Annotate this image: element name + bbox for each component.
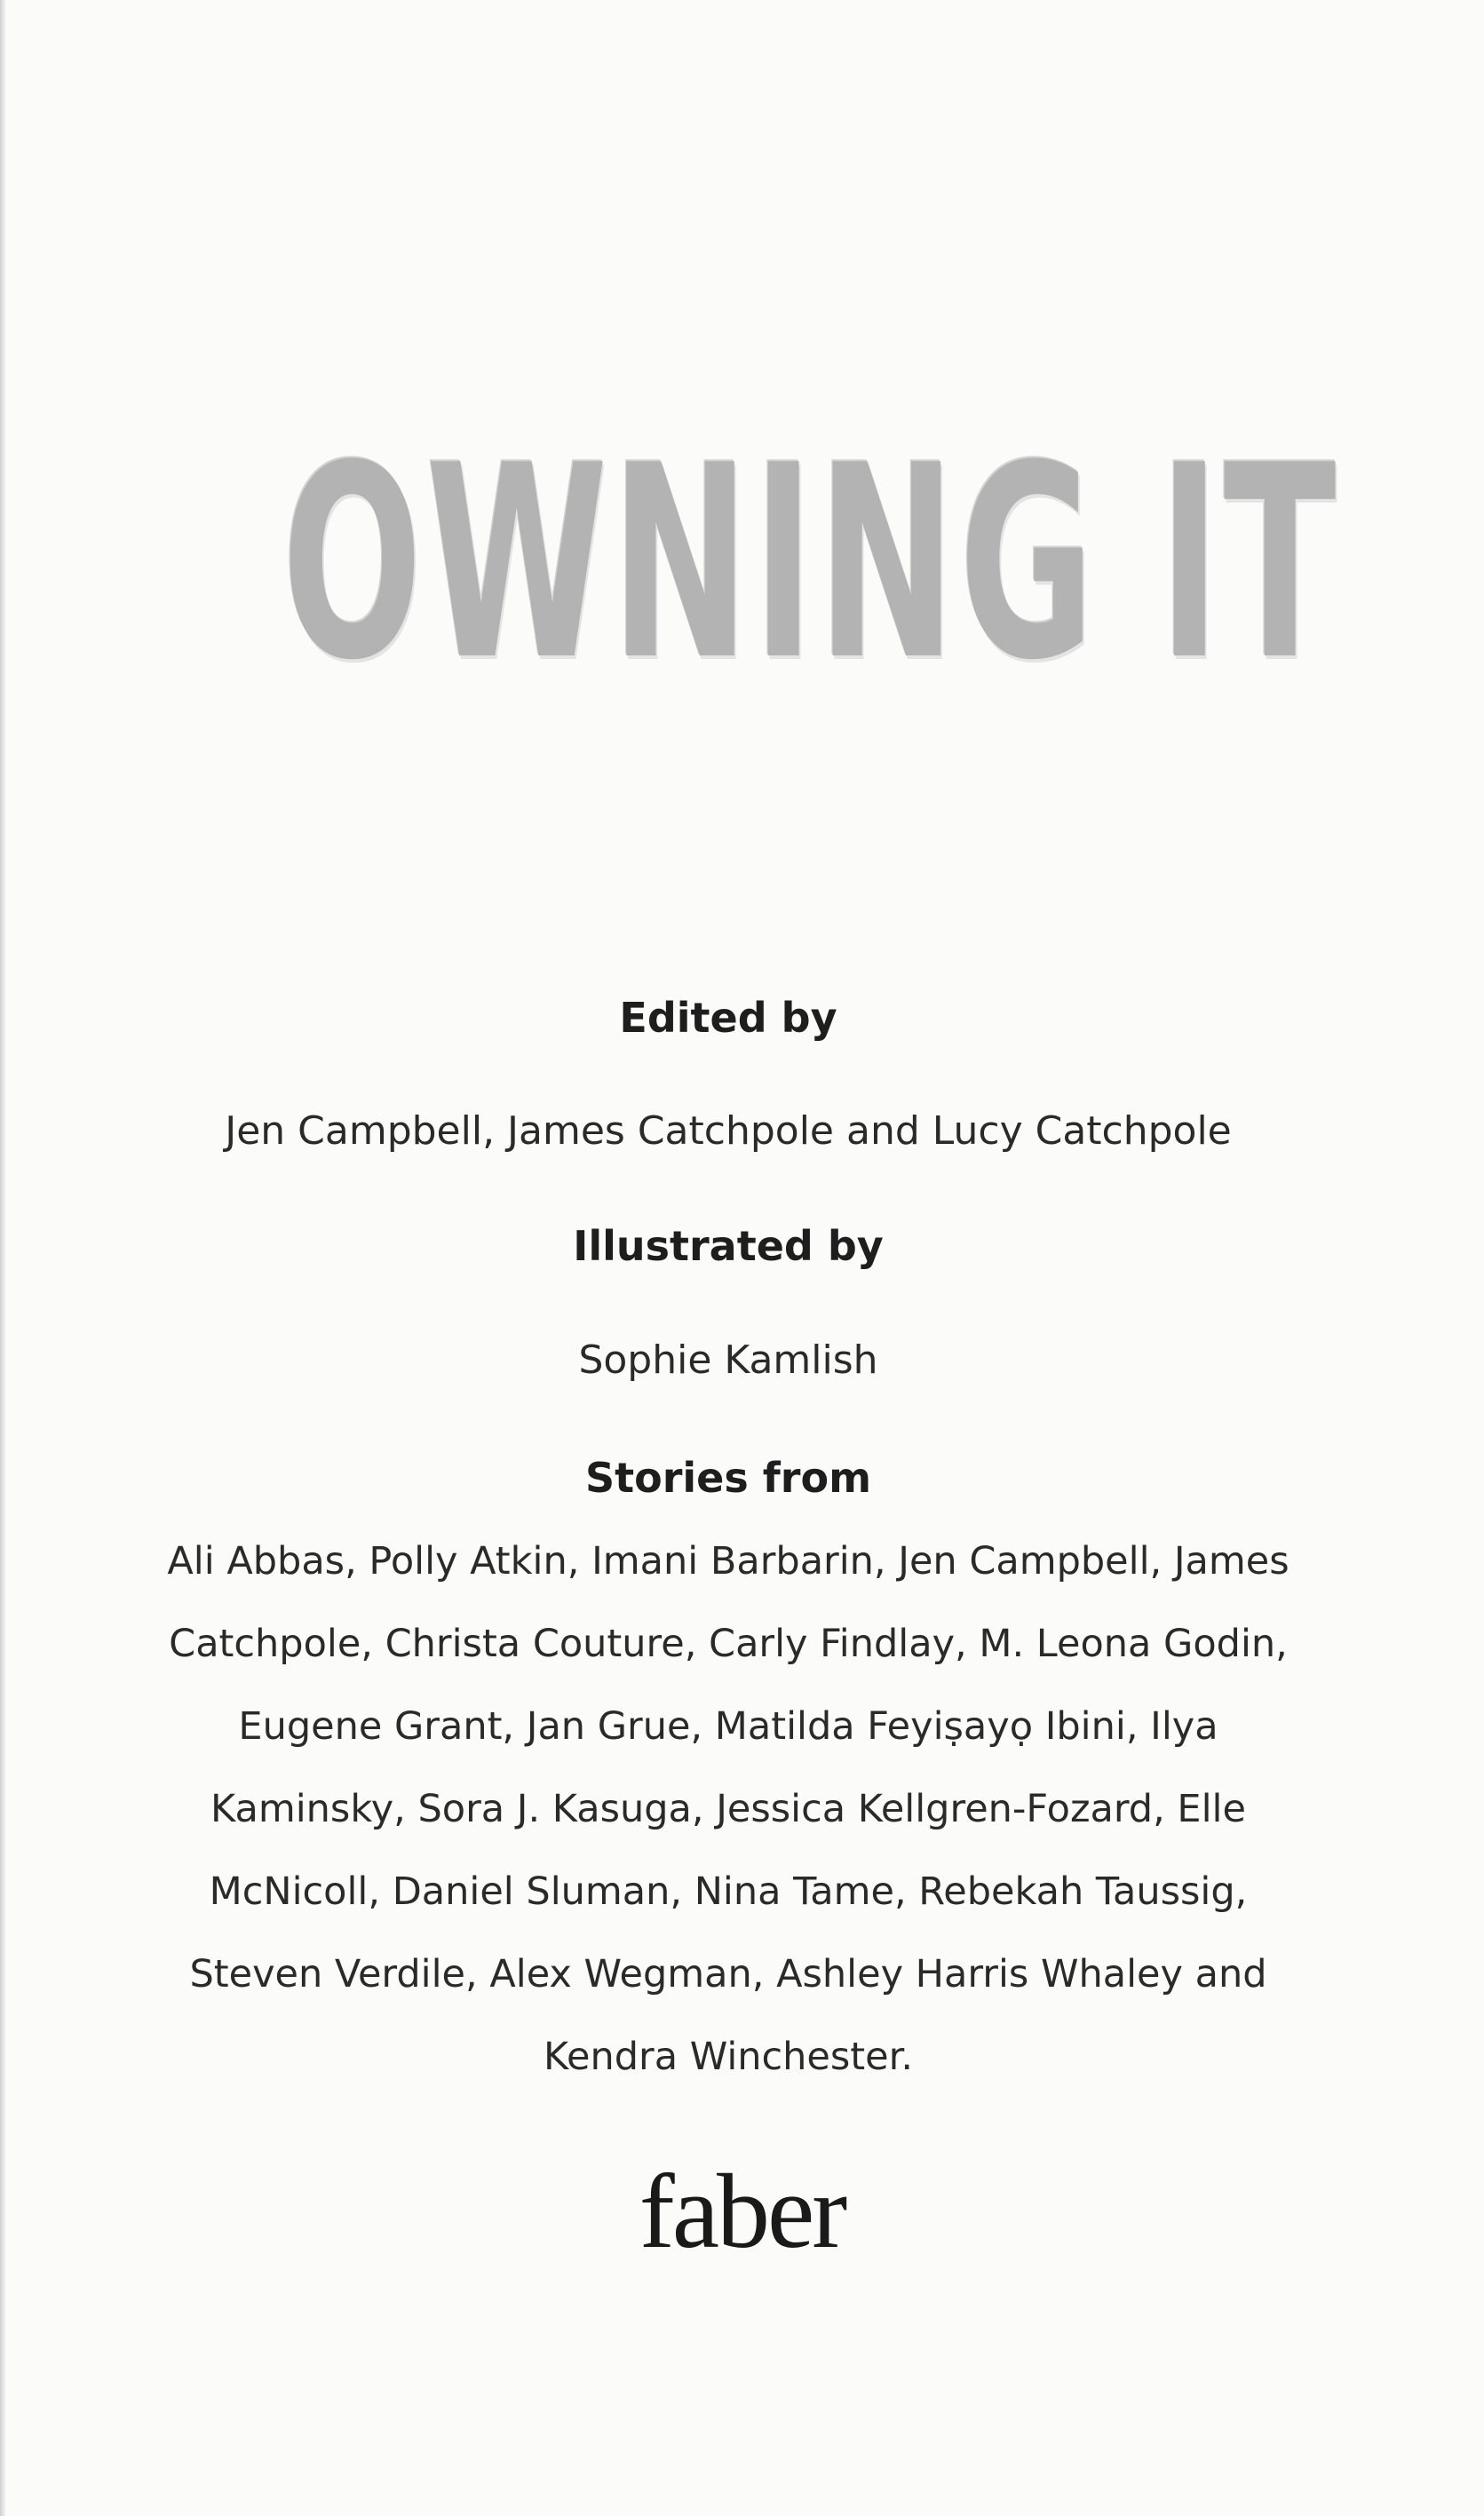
edited-by-heading: Edited by [619, 994, 837, 1042]
contributors-list: Ali Abbas, Polly Atkin, Imani Barbarin, Jen Campbell, James Catchpole, Christa Couture, Carly Findlay, M. Leona Godin, Eugene Grant, Jan Grue, Matilda Feyiṣayọ Ibini, Ilya Kaminsky, Sora J. Kasuga, Jessica Kellgren-Fozard, Elle McNicoll, Daniel Sluman, Nina Tame, Rebekah Taussig, Steven Verdile, Alex Wegman, Ashley Harris Whaley and Kendra Winchester. [167, 1539, 1290, 2079]
illustrator-name: Sophie Kamlish [578, 1337, 878, 1383]
illustrated-by-heading: Illustrated by [573, 1222, 884, 1270]
book-title: OWNING IT [282, 409, 1340, 718]
editors-names: Jen Campbell, James Catchpole and Lucy Catchpole [225, 1108, 1232, 1154]
stories-from-heading: Stories from [585, 1454, 871, 1502]
faber-publisher-logo: faber [639, 2152, 845, 2270]
